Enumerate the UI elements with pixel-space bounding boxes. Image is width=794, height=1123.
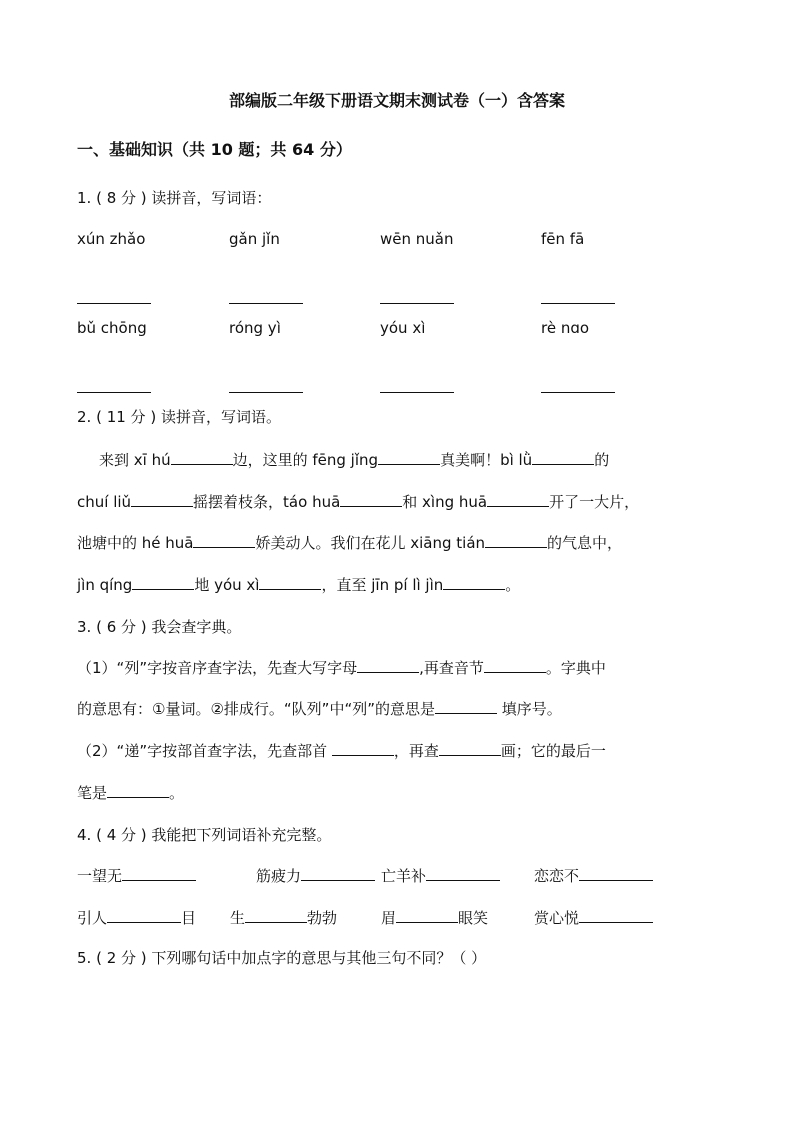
answer-blank[interactable]: [435, 712, 497, 714]
answer-blank[interactable]: [245, 921, 307, 923]
text-segment: 娇美动人。我们在花儿 xiāng tián: [255, 534, 486, 552]
text-segment: ，再查: [393, 742, 439, 760]
answer-blank[interactable]: [259, 588, 321, 590]
text-segment: 的: [594, 451, 610, 469]
text-segment: ,再查音节: [419, 659, 484, 677]
section-heading: 一、基础知识（共 10 题；共 64 分）: [77, 140, 352, 159]
question-3-header: 3. ( 6 分 ) 我会查字典。: [77, 618, 242, 636]
paragraph-line: [77, 532, 622, 553]
pinyin-item: yóu xì: [380, 319, 426, 337]
idiom-item: 生 勃勃: [230, 909, 338, 927]
answer-blank[interactable]: [77, 379, 151, 397]
answer-blank[interactable]: [357, 671, 419, 673]
answer-blank[interactable]: [171, 463, 233, 465]
answer-blank[interactable]: [193, 546, 255, 548]
document-title: 部编版二年级下册语文期末测试卷（一）含答案: [228, 91, 565, 110]
text-segment: chuí liǔ: [77, 493, 132, 511]
answer-blank[interactable]: [532, 463, 594, 465]
text-segment: 摇摆着枝条，táo huā: [193, 493, 341, 511]
answer-blank[interactable]: [378, 463, 440, 465]
text-segment: （1）“列”字按音序查字法，先查大写字母: [77, 659, 358, 677]
answer-blank[interactable]: [340, 505, 402, 507]
answer-blank[interactable]: [77, 290, 151, 308]
question-2-header: 2. ( 11 分 ) 读拼音，写词语。: [77, 408, 281, 426]
answer-blank[interactable]: [579, 921, 653, 923]
answer-blank[interactable]: [380, 379, 454, 397]
answer-blank[interactable]: [396, 921, 458, 923]
idiom-item: 赏心悦: [534, 907, 653, 928]
answer-blank[interactable]: [484, 671, 546, 673]
answer-blank[interactable]: [439, 754, 501, 756]
text-segment: 笔是: [77, 784, 108, 802]
answer-blank[interactable]: [229, 379, 303, 397]
answer-blank[interactable]: [107, 796, 169, 798]
idiom-item: 眉 眼笑: [381, 909, 489, 927]
paragraph-line: [77, 574, 520, 595]
paragraph-line: [77, 698, 562, 719]
text-segment: 。字典中: [545, 659, 606, 677]
pinyin-item: rè nɑo: [541, 319, 590, 337]
answer-blank[interactable]: [332, 754, 394, 756]
answer-blank[interactable]: [485, 546, 547, 548]
idiom-item: 筋疲力: [256, 865, 375, 886]
text-segment: ，直至 jīn pí lì jìn: [321, 576, 444, 594]
answer-blank[interactable]: [541, 379, 615, 397]
paragraph-line: [77, 657, 606, 678]
answer-blank[interactable]: [579, 879, 653, 881]
answer-blank[interactable]: [443, 588, 505, 590]
text-segment: 。: [505, 576, 521, 594]
answer-blank[interactable]: [131, 505, 193, 507]
answer-blank[interactable]: [132, 588, 194, 590]
text-segment: （2）“递”字按部首查字法，先查部首: [77, 742, 332, 760]
paragraph-line: [77, 491, 639, 512]
pinyin-item: róng yì: [229, 319, 281, 337]
question-4-header: 4. ( 4 分 ) 我能把下列词语补充完整。: [77, 826, 332, 844]
question-1-header: 1. ( 8 分 ) 读拼音，写词语：: [77, 189, 272, 207]
question-5-header: 5. ( 2 分 ) 下列哪句话中加点字的意思与其他三句不同？（ ）: [77, 949, 487, 967]
answer-blank[interactable]: [426, 879, 500, 881]
text-segment: 池塘中的 hé huā: [77, 534, 194, 552]
answer-blank[interactable]: [487, 505, 549, 507]
pinyin-item: xún zhǎo: [77, 230, 146, 248]
text-segment: 边，这里的 fēng jǐng: [232, 451, 379, 469]
idiom-item: 一望无: [77, 865, 196, 886]
answer-blank[interactable]: [229, 290, 303, 308]
idiom-item: 亡羊补: [381, 865, 500, 886]
text-segment: 的意思有：①量词。②排成行。“队列”中“列”的意思是: [77, 700, 435, 718]
answer-blank[interactable]: [541, 290, 615, 308]
paragraph-line: [99, 449, 609, 470]
idiom-item: 引人 目: [77, 909, 197, 927]
text-segment: 地 yóu xì: [194, 576, 260, 594]
answer-blank[interactable]: [380, 290, 454, 308]
paragraph-line: [77, 782, 184, 803]
pinyin-item: bǔ chōng: [77, 319, 147, 337]
text-segment: 的气息中，: [547, 534, 623, 552]
text-segment: 和 xìng huā: [402, 493, 488, 511]
text-segment: 来到 xī hú: [99, 451, 171, 469]
answer-blank[interactable]: [122, 879, 196, 881]
pinyin-item: gǎn jǐn: [229, 230, 280, 248]
text-segment: 。: [169, 784, 185, 802]
text-segment: 开了一大片，: [549, 493, 640, 511]
answer-blank[interactable]: [301, 879, 375, 881]
text-segment: 画；它的最后一: [500, 742, 606, 760]
pinyin-item: fēn fā: [541, 230, 585, 248]
answer-blank[interactable]: [107, 921, 181, 923]
text-segment: 填序号。: [496, 700, 562, 718]
text-segment: jìn qíng: [77, 576, 133, 594]
text-segment: 真美啊！bì lǜ: [440, 451, 533, 469]
idiom-item: 恋恋不: [534, 865, 653, 886]
pinyin-item: wēn nuǎn: [380, 230, 454, 248]
paragraph-line: [77, 740, 606, 761]
